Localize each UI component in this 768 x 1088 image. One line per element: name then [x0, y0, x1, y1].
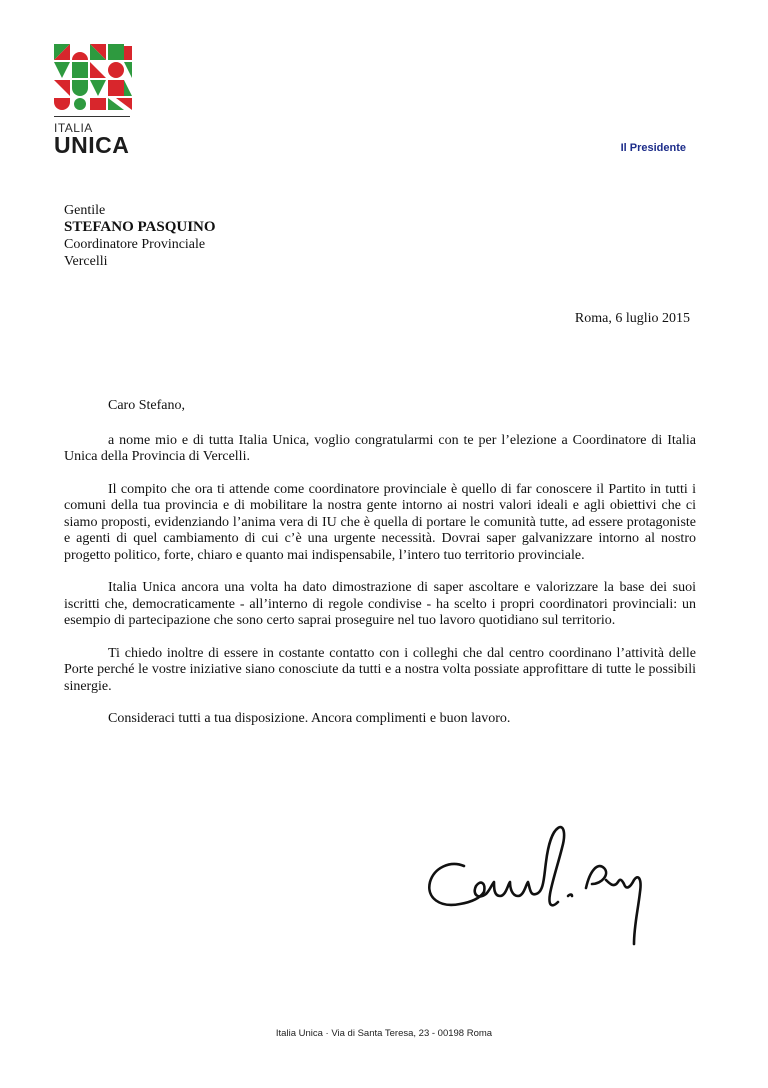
footer-address: Italia Unica · Via di Santa Teresa, 23 - 00198 Roma	[275, 1028, 493, 1039]
handwritten-signature	[420, 822, 666, 950]
addressee-role: Coordinatore Provinciale	[64, 237, 206, 252]
logo-text-big: UNICA	[54, 132, 130, 158]
letter-paragraph: Consideraci tutti a tua disposizione. Ancora complimenti e buon lavoro.	[108, 711, 511, 726]
logo-divider	[54, 116, 130, 117]
letter-paragraph: Il compito che ora ti attende come coordinatore provinciale è quello di far conoscere il Partito in tutti i comuni della tua provincia e di mobilitare la nostra gente intorno ai nostri valori ideali e agli obiettivi che ci siamo proposti, evidenziando l’anima vera di IU che è quella di portare le comunità tutte, ad essere protagoniste e agenti di quel cambiamento di cui c’è una urgente necessità. Dovrai saper galvanizzare intorno al nostro progetto politico, forte, chiaro e quanto mai indispensabile, l’intero tuo territorio provinciale.	[64, 481, 696, 563]
letter-paragraph: a nome mio e di tutta Italia Unica, voglio congratularmi con te per l’elezione a Coordinatore di Italia Unica della Provincia di Vercelli.	[64, 432, 696, 464]
president-label: Il Presidente	[620, 142, 686, 154]
addressee-block	[64, 202, 216, 270]
addressee-name: STEFANO PASQUINO	[64, 219, 216, 235]
letter-body	[64, 398, 696, 744]
logo-text-small: ITALIA	[54, 121, 93, 135]
letter-paragraph: Italia Unica ancora una volta ha dato dimostrazione di saper ascoltare e valorizzare la base dei suoi iscritti che, democraticamente - all’interno di regole condivise - ha scelto i propri coordinatori provinciali: un esempio di partecipazione che sono certo saprai proseguire nel tuo lavoro quotidiano sul territorio.	[64, 580, 696, 628]
italia-unica-logo	[54, 44, 134, 156]
addressee-salutation: Gentile	[64, 203, 106, 218]
addressee-city: Vercelli	[64, 254, 108, 269]
letter-date: Roma, 6 luglio 2015	[574, 311, 690, 326]
letter-greeting: Caro Stefano,	[108, 398, 185, 413]
letter-paragraph: Ti chiedo inoltre di essere in costante contatto con i colleghi che dal centro coordinano l’attività delle Porte perché le vostre iniziative siano conosciute da tutti e a nostra volta possiate approfittare di tutte le possibili sinergie.	[64, 645, 696, 694]
logo-mark-icon	[54, 44, 132, 110]
